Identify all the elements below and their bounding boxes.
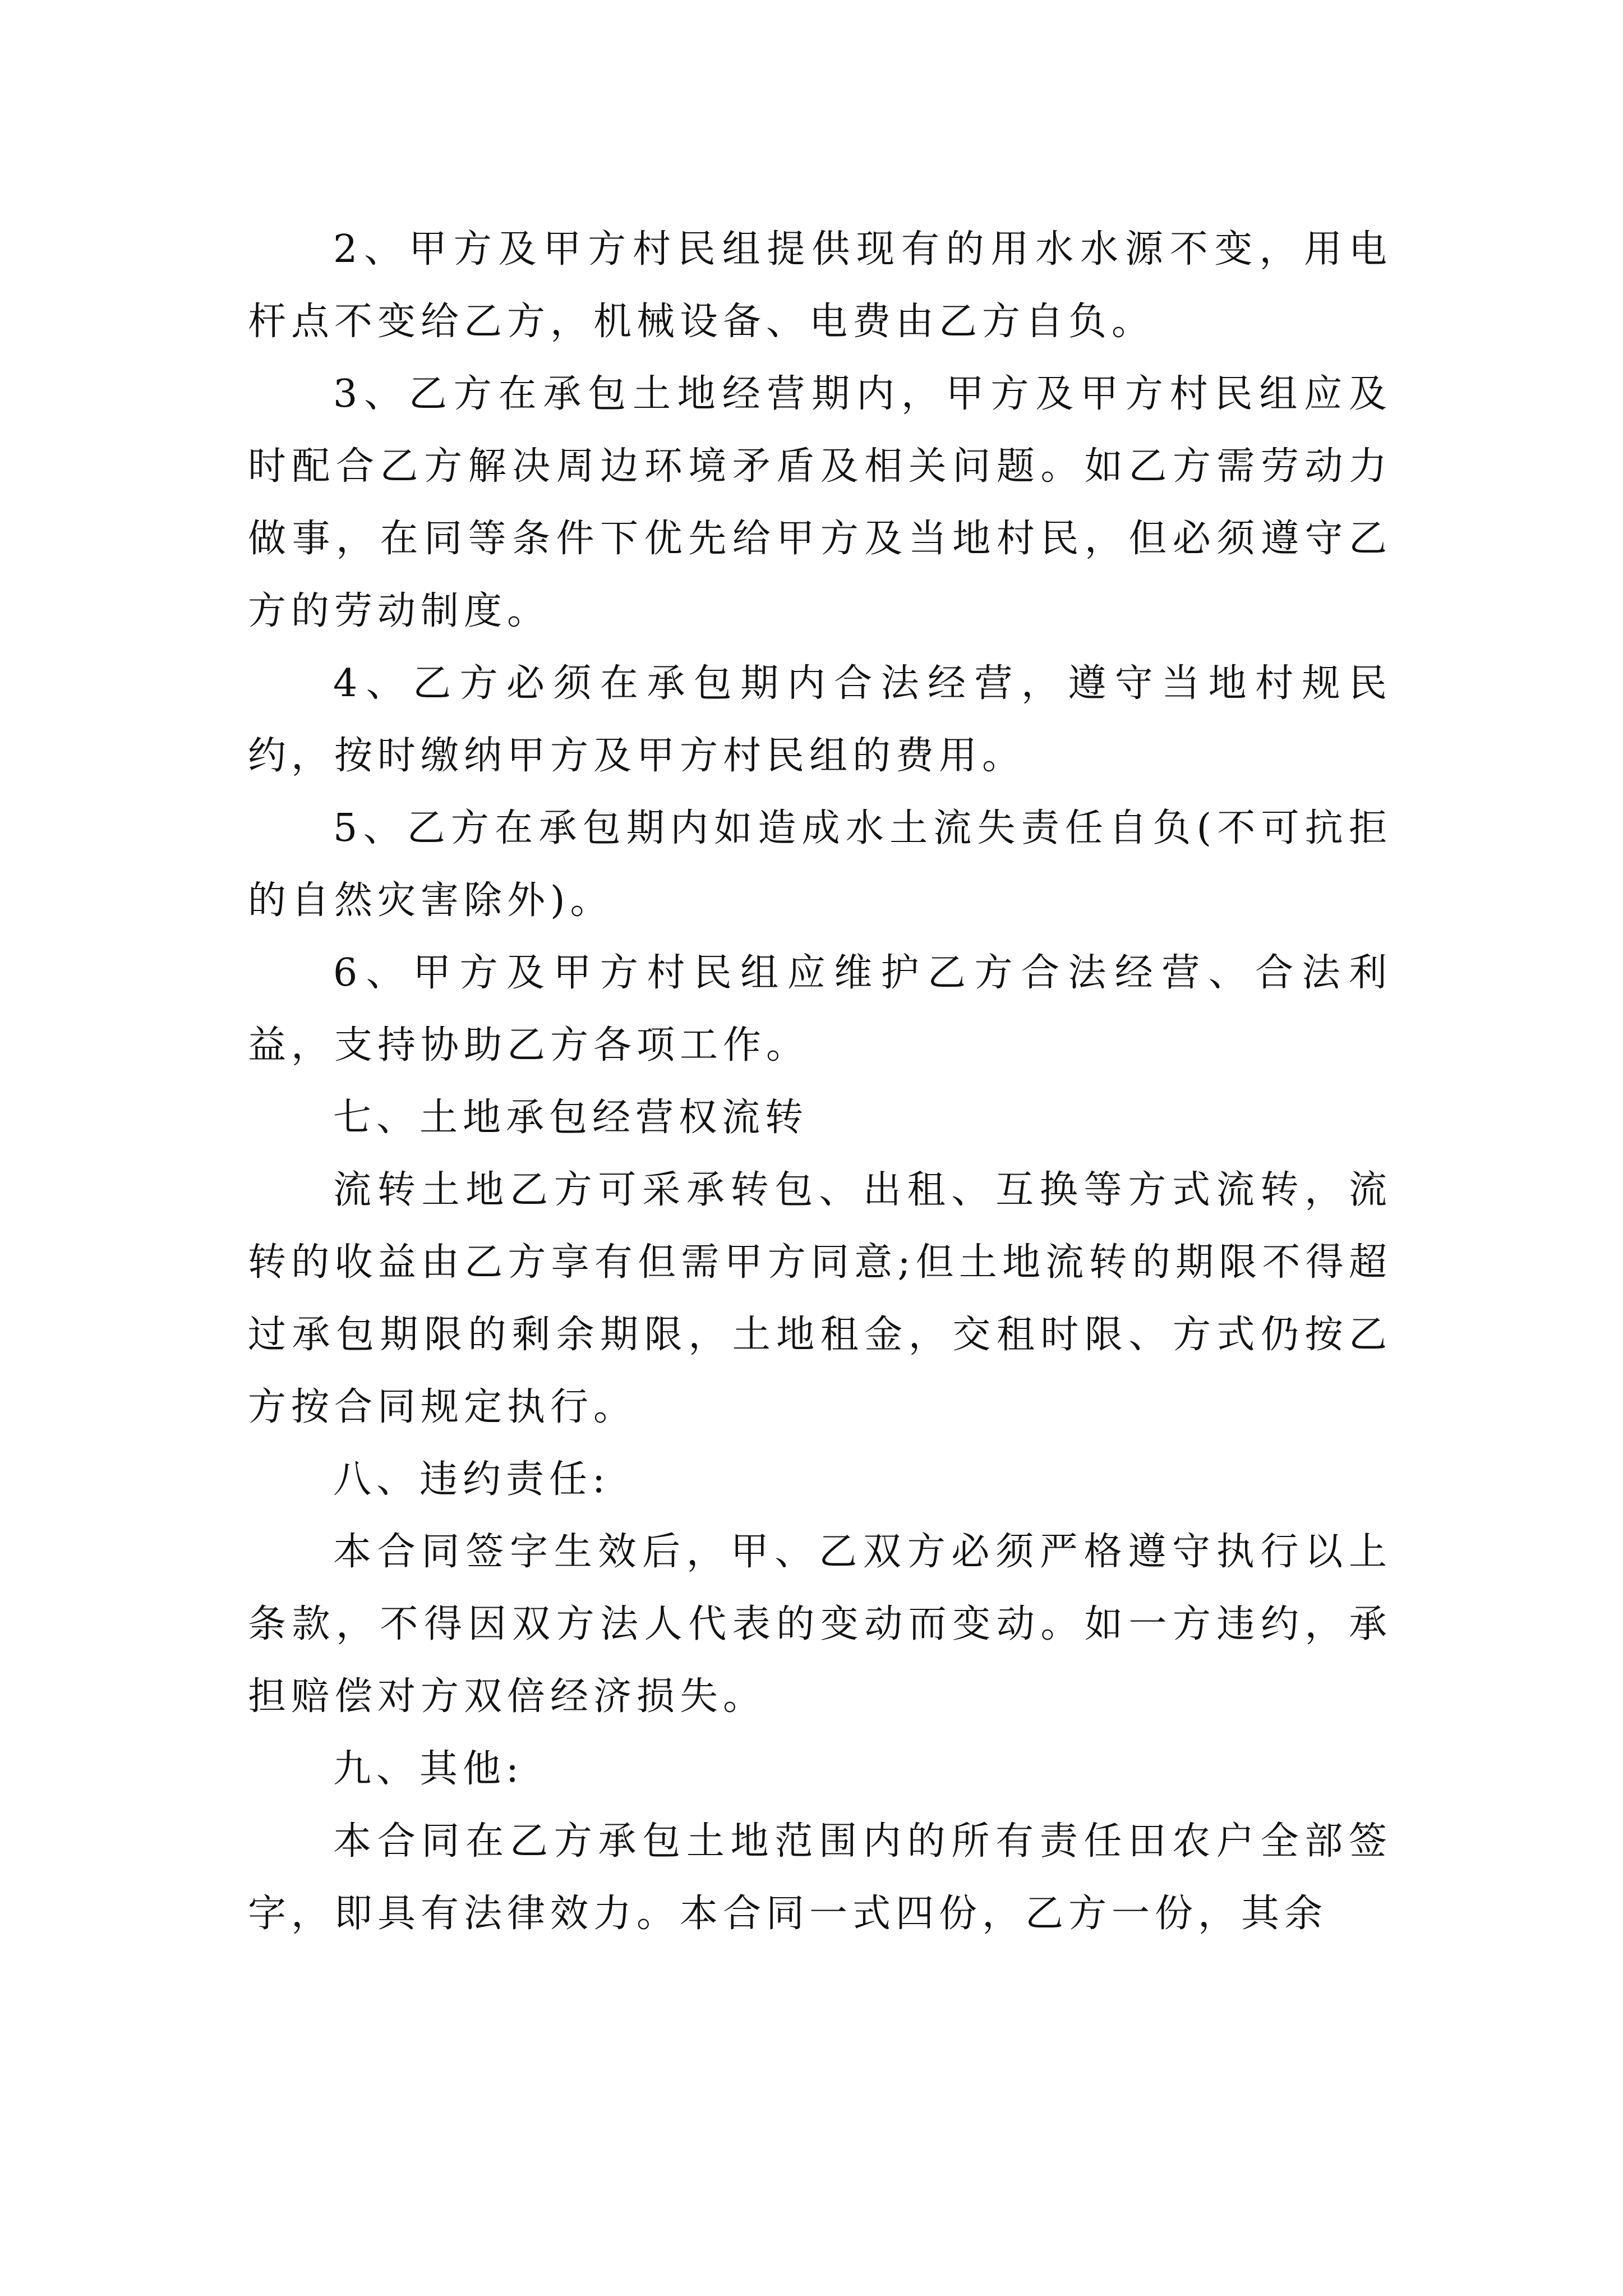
section-heading-7: 七、土地承包经营权流转 [333, 1096, 809, 1140]
section-7-text: 流转土地乙方可采承转包、出租、互换等方式流转，流转的收益由乙方享有但需甲方同意;但土地流转的期限不得超过承包期限的剩余期限，土地租金，交租时限、方式仍按乙方按合同规定执行。 [248, 1168, 1392, 1429]
section-8-text: 本合同签字生效后，甲、乙双方必须严格遵守执行以上条款，不得因双方法人代表的变动而变动。如一方违约，承担赔偿对方双倍经济损失。 [248, 1530, 1392, 1719]
clause-5: 5、乙方在承包期内如造成水土流失责任自负(不可抗拒的自然灾害除外)。 [248, 806, 1392, 923]
clause-4: 4、乙方必须在承包期内合法经营，遵守当地村规民约，按时缴纳甲方及甲方村民组的费用。 [248, 661, 1392, 778]
section-heading-9: 九、其他: [333, 1747, 524, 1791]
section-9-text: 本合同在乙方承包土地范围内的所有责任田农户全部签字，即具有法律效力。本合同一式四份，乙方一份，其余 [248, 1819, 1392, 1936]
document-body [248, 213, 1392, 1950]
clause-3: 3、乙方在承包土地经营期内，甲方及甲方村民组应及时配合乙方解决周边环境矛盾及相关问题。如乙方需劳动力做事，在同等条件下优先给甲方及当地村民，但必须遵守乙方的劳动制度。 [248, 372, 1392, 633]
section-heading-8: 八、违约责任: [333, 1457, 610, 1502]
clause-6: 6、甲方及甲方村民组应维护乙方合法经营、合法利益，支持协助乙方各项工作。 [248, 951, 1392, 1068]
clause-2: 2、甲方及甲方村民组提供现有的用水水源不变，用电杆点不变给乙方，机械设备、电费由乙方自负。 [248, 227, 1392, 344]
